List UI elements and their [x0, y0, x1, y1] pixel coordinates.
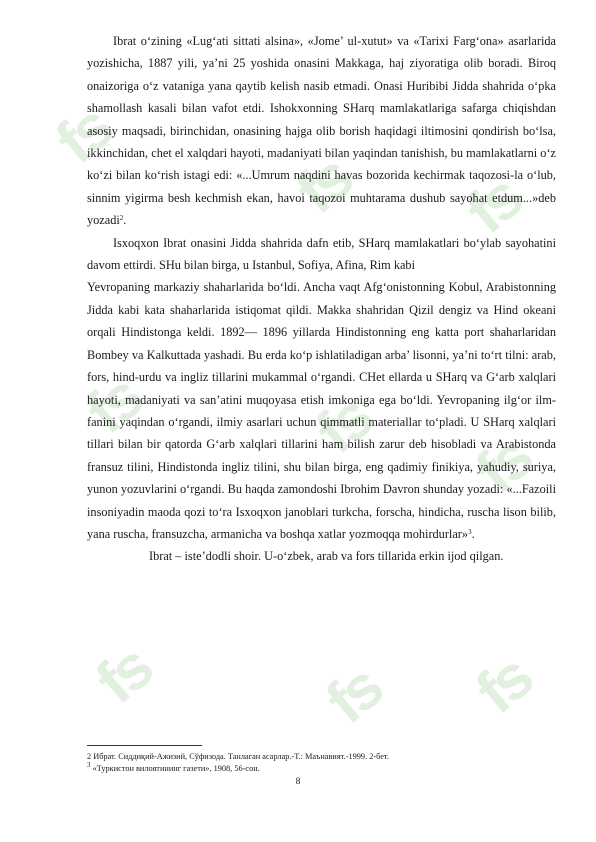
page-number: 8 [295, 777, 301, 787]
footnote-ref: 3 [468, 527, 472, 536]
paragraph [87, 30, 556, 232]
footnote-ref: 2 [119, 214, 124, 223]
watermark-logo: fs [73, 363, 154, 448]
footnotes [87, 751, 556, 774]
watermark-logo: fs [463, 423, 544, 508]
paragraph-text: . [471, 526, 475, 541]
paragraph-text: . [123, 213, 127, 228]
footnote [87, 760, 556, 775]
footnote: 2 Ибрат. Сиддиқий-Ажизий, Сўфизода. Танлаган асарлар.-Т.: Маънавият.-1999. 2-бет. [87, 752, 389, 761]
paragraph: Ibrat – iste’dodli shoir. U-o‘zbek, arab va fors tillarida erkin ijod qilgan. [149, 549, 504, 564]
footnote-text: «Туркистон вилоятининг газети», 1908, 56-сон. [90, 763, 260, 773]
paragraph-text: Yevropaning markaziy shaharlarida bo‘ldi. Ancha vaqt Afg‘onistonning Kobul, Arabistonning Jidda kabi kata shaharlarida istiqomat qildi. Makka shahridan Qizil dengiz va Hind okeani orqali Hindistonga keldi. 1892— 1896 yillarda Hindistonning eng katta port shaharlaridan Bombey va Kalkuttada yashadi. Bu erda ko‘p ishlatiladigan arba’ lisonni, ya’ni to‘rt tilni: arab, fors, hind-urdu va ingliz tillarini mukammal o‘rgandi. CHet ellarda u SHarq va G‘arb xalqlari hayoti, madaniyati va san’atini muqoyasa etish imkoniga ega bo‘ldi. Yevropaning ilg‘or ilm-fanini yaqindan o‘rgandi, ilmiy asarlari uchun qimmatli materiallar to‘pladi. U SHarq xalqlari tillari bilan bir qatorda G‘arb xalqlari tillarini ham bilish zarur deb hisobladi va Arabistonda fransuz tilini, Hindistonda ingliz tilini, shu bilan birga, eng qadimiy finikiya, yahudiy, suriya, yunon yozuvlarini o‘rgandi. Bu haqda zamondoshi Ibrohim Davron shunday yozadi: «...Fazoili insoniyadin maoda qozi to‘ra Isxoqxon janoblari turkcha, forscha, hindicha, ruscha lison bilib, yana ruscha, fransuzcha, armanicha va boshqa xatlar yozmoqqa mohirdurlar» [87, 280, 556, 541]
watermark-logo: fs [463, 643, 544, 728]
footnote-mark: 3 [87, 760, 91, 769]
watermark-logo: fs [303, 383, 384, 468]
watermark-logo: fs [83, 633, 164, 718]
paragraph [87, 276, 556, 545]
paragraph-text: Ibrat o‘zining «Lug‘ati sittati alsina», «Jome’ ul-xutut» va «Tarixi Farg‘ona» asarlarida yozishicha, 1887 yili, ya’ni 25 yoshida onasini Makkaga, haj ziyoratiga olib boradi. Biroq onaizoriga o‘z vataniga yana qaytib kelish nasib etmadi. Onasi Huribibi Jidda shahrida o‘pka shamollash kasali bilan vafot etdi. Ishokxonning SHarq mamlakatlariga safarga chiqishdan asosiy maqsadi, birinchidan, onasining hajga olib borish haqidagi iltimosini qondirish bo‘lsa, ikkinchidan, chet el xalqdari hayoti, madaniyati bilan yaqindan tanishish, bu mamlakatlarni o‘z ko‘zi bilan ko‘rish istagi edi: «...Umrum naqdini havas bozorida kechirmak taqozosi-la o‘lub, sinnim yigirma besh kechmish ekan, havoi taqozoi muhtarama dushub sayohat etdum...»deb yozadi [87, 34, 556, 228]
body-text [87, 30, 556, 568]
paragraph: Isxoqxon Ibrat onasini Jidda shahrida dafn etib, SHarq mamlakatlari bo‘ylab sayohatini davom ettirdi. SHu bilan birga, u Istanbul, Sofiya, Afina, Rim kabi [87, 235, 556, 273]
watermark-logo: fs [313, 653, 394, 738]
watermark-logo: fs [43, 93, 124, 178]
footnote-divider [87, 745, 202, 746]
watermark-logo: fs [453, 163, 534, 248]
watermark-logo: fs [283, 143, 364, 228]
